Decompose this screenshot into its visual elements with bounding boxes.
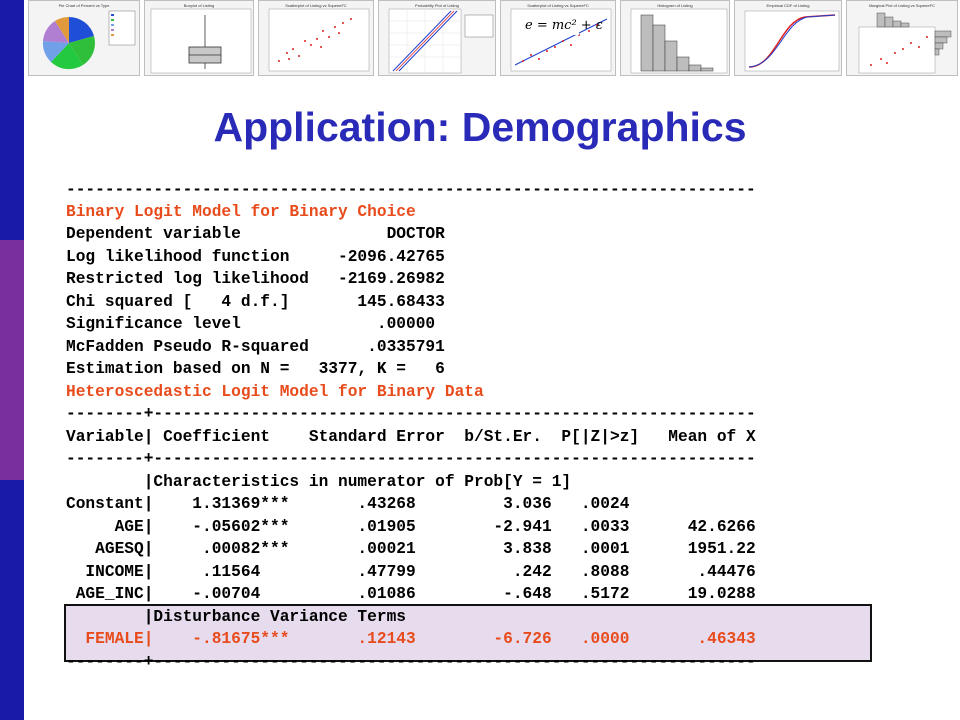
table-row: Constant| 1.31369*** .43268 3.036 .0024 (66, 495, 630, 513)
thumbnail-label: Marginal Plot of Listing vs SqueeeFC (869, 3, 935, 8)
marginal-plot-thumbnail (846, 0, 958, 76)
dependent-variable-line: Dependent variable DOCTOR (66, 225, 445, 243)
table-header: Variable| Coefficient Standard Error b/St.Er. P[|Z|>z] Mean of X (66, 428, 756, 446)
histogram-icon (621, 1, 730, 76)
chi-squared-line: Chi squared [ 4 d.f.] 145.68433 (66, 293, 445, 311)
log-likelihood-line: Log likelihood function -2096.42765 (66, 248, 445, 266)
thumbnail-label: Boxplot of Listing (183, 3, 215, 8)
sidebar-segment-middle (0, 240, 24, 480)
separator-line-2: --------+-------------------------------------------------------------- (66, 450, 756, 468)
mcfadden-line: McFadden Pseudo R-squared .0335791 (66, 338, 445, 356)
probability-plot-thumbnail (378, 0, 496, 76)
scatterplot-thumbnail-1 (258, 0, 374, 76)
rule-line-bottom: --------+-------------------------------------------------------------- (66, 653, 756, 671)
thumbnail-label: Scatterplot of Listing vs SqueeeFC (527, 3, 589, 8)
thumbnail-strip (28, 0, 960, 78)
thumbnail-label: Pie Chart of Percent vs Type (58, 3, 110, 8)
variance-section-label: |Disturbance Variance Terms (66, 608, 406, 626)
scatterplot-thumbnail-2 (500, 0, 616, 76)
thumbnail-label: Probability Plot of Listing (415, 3, 459, 8)
boxplot-thumbnail (144, 0, 254, 76)
scatter-icon (259, 1, 374, 76)
marginal-plot-icon (847, 1, 958, 76)
table-row: AGE_INC| -.00704 .01086 -.648 .5172 19.0288 (66, 585, 756, 603)
table-row: AGE| -.05602*** .01905 -2.941 .0033 42.6266 (66, 518, 756, 536)
equation-text: e = mc² + ε (525, 18, 603, 33)
thumbnail-label: Empirical CDF of Listing (766, 3, 810, 8)
cdf-icon (735, 1, 842, 76)
probability-plot-icon (379, 1, 496, 76)
table-row: AGESQ| .00082*** .00021 3.838 .0001 1951.22 (66, 540, 756, 558)
restricted-log-likelihood-line: Restricted log likelihood -2169.26982 (66, 270, 445, 288)
histogram-thumbnail (620, 0, 730, 76)
thumbnail-label: Scatterplot of Listing vs SqueeeFC (285, 3, 347, 8)
empirical-cdf-thumbnail (734, 0, 842, 76)
separator-line-1: --------+-------------------------------------------------------------- (66, 405, 756, 423)
sidebar-segment-bottom (0, 480, 24, 720)
pie-chart-thumbnail (28, 0, 140, 76)
significance-line: Significance level .00000 (66, 315, 436, 333)
slide-title: Application: Demographics (213, 104, 747, 150)
table-row: INCOME| .11564 .47799 .242 .8088 .44476 (66, 563, 756, 581)
regression-scatter-icon (501, 1, 616, 76)
rule-line-top: ----------------------------------------------------------------------- (66, 181, 756, 199)
pie-chart-icon (29, 1, 140, 76)
thumbnail-label: Histogram of Listing (657, 3, 693, 8)
model-title: Binary Logit Model for Binary Choice (66, 203, 416, 221)
boxplot-icon (145, 1, 254, 76)
numerator-section-label: |Characteristics in numerator of Prob[Y = 1] (66, 473, 572, 491)
heteroscedastic-title: Heteroscedastic Logit Model for Binary Data (66, 383, 484, 401)
estimation-line: Estimation based on N = 3377, K = 6 (66, 360, 445, 378)
female-row: FEMALE| -.81675*** .12143 -6.726 .0000 .46343 (66, 630, 756, 648)
